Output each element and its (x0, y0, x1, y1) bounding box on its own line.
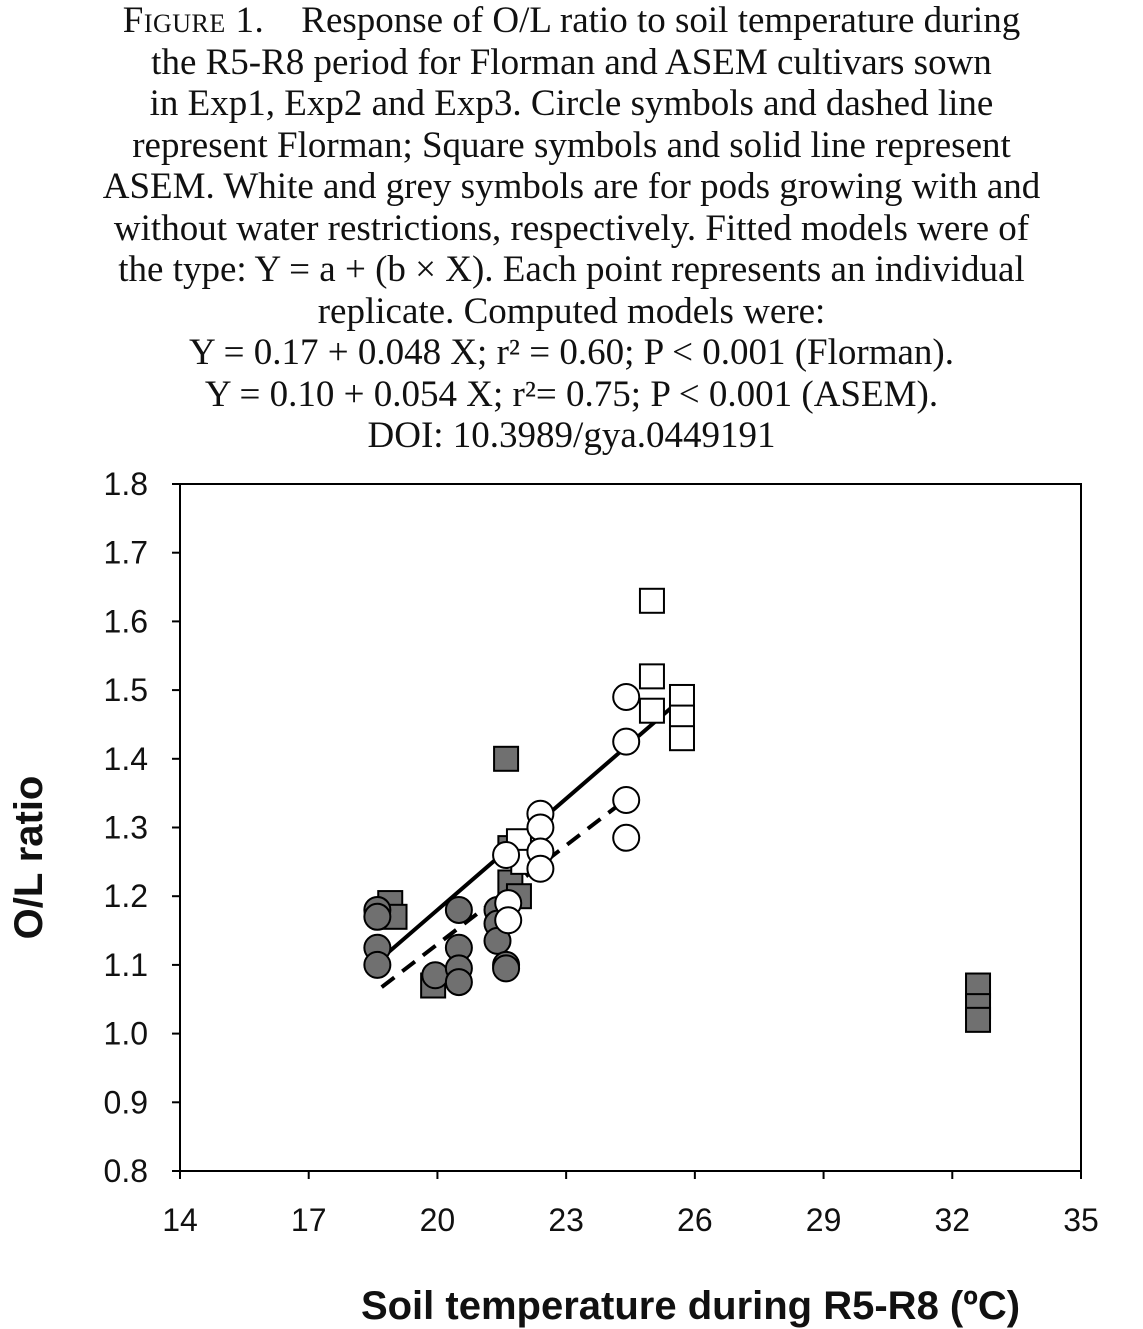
caption-line-7: the type: Y = a + (b × X). Each point represents an individual (118, 249, 1025, 290)
x-tick-label: 26 (677, 1202, 713, 1238)
y-tick-label: 1.4 (103, 740, 148, 777)
florman-white-circle-point (493, 842, 519, 868)
x-axis-title: Soil temperature during R5-R8 (ºC) (360, 1284, 1021, 1328)
y-tick-label: 1.3 (103, 809, 148, 846)
florman-white-circle-point (527, 815, 553, 841)
caption-text: Response of O/L ratio to soil temperature during (301, 0, 1021, 41)
florman-grey-circle-point (364, 904, 390, 930)
caption-line-1 (0, 0, 1143, 42)
x-tick-label: 35 (1063, 1202, 1099, 1238)
caption-line-8: replicate. Computed models were: (317, 290, 826, 332)
florman-white-circle-point (613, 684, 639, 710)
y-tick-label: 1.1 (103, 946, 148, 983)
x-tick-label: 32 (934, 1202, 971, 1238)
asem-white-square-point (640, 589, 664, 613)
data-points (364, 589, 990, 1032)
x-tick-label: 14 (162, 1202, 198, 1238)
y-tick-label: 1.5 (103, 672, 148, 709)
y-tick-label: 1.2 (103, 878, 148, 915)
caption-doi: DOI: 10.3989/gya.0449191 (367, 415, 776, 456)
florman-grey-circle-point (422, 962, 448, 988)
caption-line-6: without water restrictions, respectively. Fitted models were of (113, 207, 1030, 249)
caption-model-florman: Y = 0.17 + 0.048 X; r² = 0.60; P < 0.001 (Florman). (189, 332, 954, 373)
asem-white-square-point (670, 726, 694, 750)
caption-line-2: the R5-R8 period for Florman and ASEM cultivars sown (151, 41, 992, 83)
florman-grey-circle-point (446, 969, 472, 995)
florman-white-circle-point (613, 787, 639, 813)
caption-line-3: in Exp1, Exp2 and Exp3. Circle symbols and dashed line (149, 83, 994, 124)
florman-grey-circle-point (364, 952, 390, 978)
florman-white-circle-point (495, 907, 521, 933)
caption-line-5: ASEM. White and grey symbols are for pods growing with and (102, 166, 1041, 207)
caption-line-4: represent Florman; Square symbols and solid line represent (132, 124, 1011, 166)
florman-grey-circle-point (493, 955, 519, 981)
y-tick-label: 1.7 (103, 534, 148, 571)
asem-grey-square-point (966, 1008, 990, 1032)
y-tick-label: 0.9 (103, 1084, 148, 1121)
asem-grey-square-point (494, 747, 518, 771)
x-axis-ticks (162, 1171, 1099, 1238)
y-tick-label: 1.6 (103, 603, 148, 640)
y-tick-label: 0.8 (103, 1153, 148, 1189)
figure-label: Figure 1. (122, 0, 265, 41)
florman-grey-circle-point (446, 897, 472, 923)
scatter-chart (0, 462, 1143, 1329)
x-tick-label: 29 (805, 1202, 842, 1238)
asem-white-square-point (640, 699, 664, 723)
asem-white-square-point (640, 664, 664, 688)
y-axis-title: O/L ratio (7, 775, 51, 940)
florman-white-circle-point (613, 729, 639, 755)
florman-white-circle-point (527, 856, 553, 882)
y-tick-label: 1.8 (103, 466, 148, 502)
figure-caption (0, 0, 1143, 457)
x-tick-label: 20 (419, 1202, 456, 1238)
x-tick-label: 17 (290, 1202, 327, 1238)
y-axis-ticks (104, 466, 180, 1189)
y-tick-label: 1.0 (103, 1015, 148, 1052)
florman-white-circle-point (613, 825, 639, 851)
x-tick-label: 23 (548, 1202, 584, 1238)
caption-model-asem: Y = 0.10 + 0.054 X; r²= 0.75; P < 0.001 (ASEM). (204, 373, 939, 415)
